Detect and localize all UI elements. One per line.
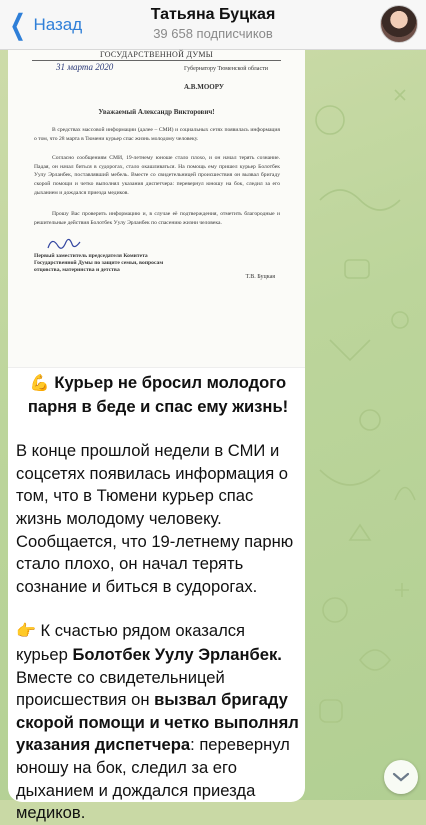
document-image[interactable]	[8, 50, 305, 368]
message-bubble	[8, 50, 305, 823]
handwritten-signature	[44, 234, 82, 254]
post-paragraph	[16, 620, 300, 824]
document-paragraph: Согласно сообщениям СМИ, 19-летнему юноше стало плохо, и он начал терять сознание. Падая, он начал биться в судорогах, стало окашливаться. На помощь ему пришел курьер Болотбек Уулу Эрланбек, поставлявший мебель. Вместе со свидетельницей происшествия он вызвал бригаду скорой помощи и четко выполнял указания диспетчера: перевернул юношу на бок, следил за его дыханием и дождался приезда медиков.	[34, 155, 280, 196]
muscle-icon: 💪	[29, 375, 50, 392]
document-recipient-title: Губернатору Тюменской области	[184, 66, 268, 72]
courier-name: Болотбек Уулу Эрланбек.	[72, 644, 282, 664]
pointing-hand-icon: 👉	[16, 623, 36, 641]
chat-header	[0, 0, 426, 50]
avatar[interactable]	[380, 5, 418, 43]
chevron-left-icon: ❮	[9, 9, 26, 40]
post-text-fragment: К счастью рядом оказался курьер	[16, 621, 246, 664]
post-heading-text: Курьер не бросил молодого парня в беде и спас ему жизнь!	[27, 373, 289, 416]
channel-name: Татьяна Буцкая	[150, 6, 276, 23]
document-greeting: Уважаемый Александр Викторович!	[98, 108, 215, 116]
post-text-fragment: : перевернул юношу на бок, следил за его дыханием и дождался приезда медиков.	[16, 735, 290, 823]
post-text-fragment: Вместе со свидетельницей происшествия он	[16, 667, 225, 710]
scroll-down-button[interactable]	[384, 760, 418, 794]
post-heading	[16, 372, 300, 418]
subscriber-count: 39 658 подписчиков	[153, 26, 273, 41]
message-text	[16, 372, 300, 825]
document-paragraph: В средствах массовой информации (далее – СМИ) и социальных сетях появилась информация о том, что 28 марта в Тюмени курьер спас жизнь молодому человеку.	[34, 127, 280, 142]
document-paragraph: Прошу Вас проверить информацию и, в случае её подтверждения, отметить благородные и решительные действия Болотбек Уулу Эрланбек по спасению жизни человека.	[34, 211, 280, 226]
channel-title[interactable]	[100, 6, 326, 41]
back-button[interactable]	[6, 10, 82, 40]
document-date: 31 марта 2020	[56, 62, 114, 72]
post-bold-fragment: вызвал бригаду скорой помощи и четко выполнял указания диспетчера	[16, 690, 299, 755]
document-header: ГОСУДАРСТВЕННОЙ ДУМЫ	[99, 50, 214, 59]
document-signatory: Т.В. Буцкая	[245, 274, 275, 280]
document-position: Первый заместитель председателя Комитета Государственной Думы по защите семьи, вопросам отцовства, материнства и детства	[34, 253, 164, 273]
back-label: Назад	[33, 15, 83, 34]
chevron-down-icon	[392, 771, 410, 783]
document-recipient-name: А.В.МООРУ	[184, 83, 224, 91]
post-paragraph: В конце прошлой недели в СМИ и соцсетях появилась информация о том, что в Тюмени курьер спас жизнь молодому человеку. Сообщается, что 19-летнему парню стало плохо, он начал терять сознание и биться в судорогах.	[16, 441, 294, 596]
document-rule	[32, 60, 281, 61]
